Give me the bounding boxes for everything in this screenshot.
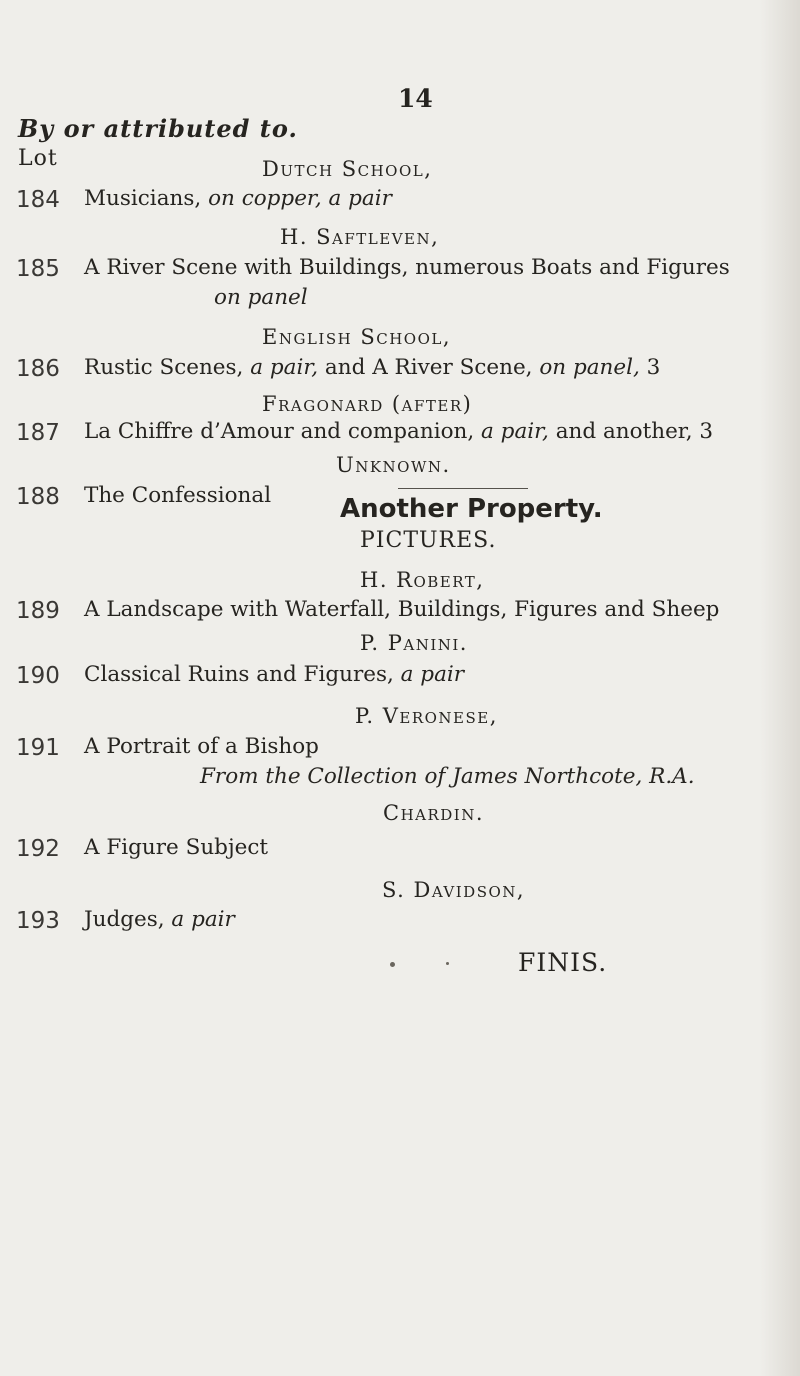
lot-191-provenance: From the Collection of James Northcote, R.A. bbox=[200, 764, 695, 789]
lot-column-label: Lot bbox=[18, 146, 58, 171]
lot-185-number: 185 bbox=[16, 256, 60, 282]
lot-193-number: 193 bbox=[16, 908, 60, 934]
lot-193-description: Judges, a pair bbox=[84, 907, 235, 932]
page-header: By or attributed to. bbox=[18, 114, 298, 143]
page-number: 14 bbox=[398, 84, 433, 113]
lot-191-description: A Portrait of a Bishop bbox=[84, 734, 319, 759]
lot-191-number: 191 bbox=[16, 735, 60, 761]
lot-192-description: A Figure Subject bbox=[84, 835, 269, 860]
lot-188-description: The Confessional bbox=[84, 483, 272, 508]
section-subtitle: PICTURES. bbox=[360, 528, 497, 553]
lot-185-description: A River Scene with Buildings, numerous Boats and Figures bbox=[84, 255, 730, 280]
lot-192-number: 192 bbox=[16, 836, 60, 862]
section-title: Another Property. bbox=[340, 494, 603, 524]
lot-186-artist: English School, bbox=[262, 325, 452, 349]
lot-185-medium: on panel bbox=[214, 285, 308, 310]
page-edge-shadow bbox=[760, 0, 800, 1376]
lot-184-description: Musicians, on copper, a pair bbox=[84, 186, 392, 211]
lot-190-number: 190 bbox=[16, 663, 60, 689]
lot-187-description: La Chiffre d’Amour and companion, a pair, and another, 3 bbox=[84, 419, 714, 444]
lot-193-artist: S. Davidson, bbox=[382, 878, 526, 902]
lot-190-artist: P. Panini. bbox=[360, 631, 468, 655]
lot-186-description: Rustic Scenes, a pair, and A River Scene, on panel, 3 bbox=[84, 355, 661, 380]
lot-185-artist: H. Saftleven, bbox=[280, 225, 440, 249]
lot-190-description: Classical Ruins and Figures, a pair bbox=[84, 662, 465, 687]
paper-speck bbox=[390, 962, 395, 967]
lot-187-number: 187 bbox=[16, 420, 60, 446]
lot-188-number: 188 bbox=[16, 484, 60, 510]
lot-189-number: 189 bbox=[16, 598, 60, 624]
lot-187-artist: Fragonard (after) bbox=[262, 392, 473, 416]
lot-189-artist: H. Robert, bbox=[360, 568, 485, 592]
lot-184-number: 184 bbox=[16, 187, 60, 213]
paper-speck bbox=[446, 962, 449, 965]
lot-191-artist: P. Veronese, bbox=[355, 704, 498, 728]
section-divider bbox=[398, 488, 528, 489]
finis-text: FINIS. bbox=[518, 948, 608, 977]
lot-189-description: A Landscape with Waterfall, Buildings, Figures and Sheep bbox=[84, 597, 720, 622]
lot-184-artist: Dutch School, bbox=[262, 157, 433, 181]
lot-186-number: 186 bbox=[16, 356, 60, 382]
lot-188-artist: Unknown. bbox=[336, 453, 451, 477]
lot-192-artist: Chardin. bbox=[383, 801, 485, 825]
